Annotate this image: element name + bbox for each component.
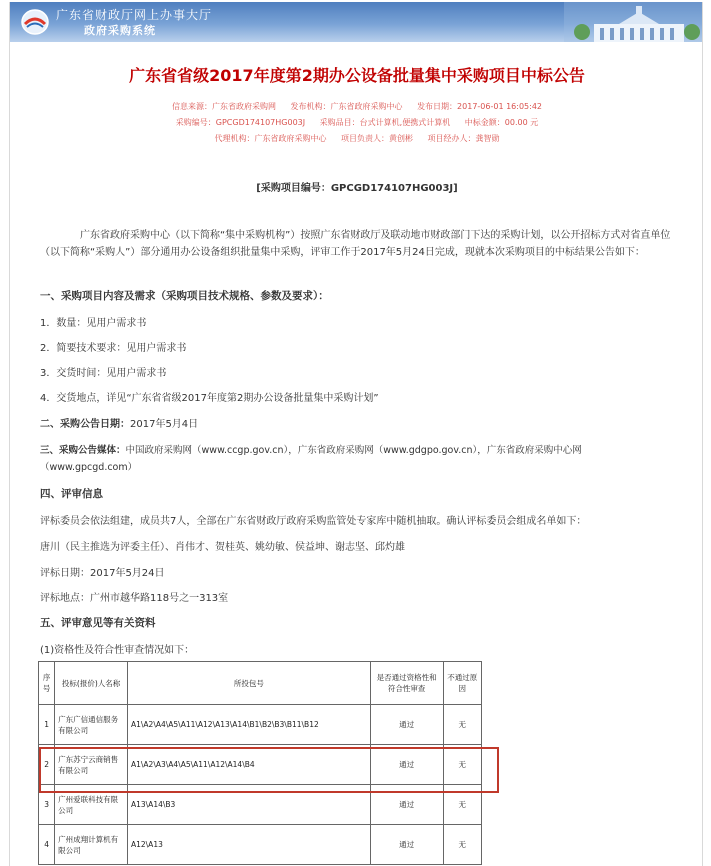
ccgp-link[interactable]: www.ccgp.gov.cn [201,445,284,456]
col-header-bidder: 投标(报价)人名称 [55,662,128,705]
committee-info: 评标委员会依法组建，成员共7人，全部在广东省财政厅政府采购监管处专家库中随机抽取。确认评标委员会组成名单如下： [40,516,587,527]
purchase-category: 采购品目：台式计算机,便携式计算机 [319,118,451,127]
row-num: 4 [39,825,55,865]
row-num: 2 [39,745,55,785]
meta-row-1 [10,101,703,112]
bidder-name: 广东广信通信服务有限公司 [55,705,128,745]
item-quantity: 1．数量：见用户需求书 [40,318,147,329]
fail-reason: 无 [443,825,481,865]
publisher: 发布机构：广东省政府采购中心 [290,102,403,111]
item-tech-requirements: 2．简要技术要求：见用户需求书 [40,343,187,354]
section-3 [40,442,582,456]
pass-status: 通过 [370,745,443,785]
fail-reason: 无 [443,745,481,785]
col-header-pass: 是否通过资格性和符合性审查 [370,662,443,705]
package-list: A1\A2\A3\A4\A5\A11\A12\A14\B4 [127,745,370,785]
pass-status: 通过 [370,785,443,825]
bidder-name: 广州爱联科技有限公司 [55,785,128,825]
finance-logo-icon [20,8,50,36]
table-row [39,705,482,745]
review-place: 评标地点：广州市越华路118号之一313室 [40,593,229,604]
media-paren-open: （ [40,462,50,473]
review-date: 评标日期：2017年5月24日 [40,568,165,579]
package-list: A12\A13 [127,825,370,865]
section-4-heading: 四、评审信息 [40,488,103,500]
meta-row-2 [10,117,703,128]
page-frame [9,2,703,866]
row-num: 1 [39,705,55,745]
section-3-heading: 三、采购公告媒体： [40,445,126,456]
bidder-name: 广州成翔计算机有限公司 [55,825,128,865]
col-header-reason: 不通过原因 [443,662,481,705]
meta-row-3 [10,133,703,144]
table-header-row [39,662,482,705]
gdgpo-link[interactable]: www.gdgpo.gov.cn [383,445,473,456]
section-2 [40,415,198,430]
project-manager: 项目负责人：黄创彬 [341,134,413,143]
col-header-package: 所投包号 [127,662,370,705]
intro-paragraph: 广东省政府采购中心（以下简称“集中采购机构”）按照广东省财政厅及联动地市财政部门下达的采购计划，以公开招标方式对省直单位（以下简称“采购人”）部分通用办公设备组织批量集中采购，评审工作于2017年5月24日完成，现就本次采购项目的中标结果公告如下： [40,230,671,258]
table-row [39,825,482,865]
gpcgd-link[interactable]: www.gpcgd.com [49,462,128,473]
fail-reason: 无 [443,705,481,745]
section-3-line-2 [40,459,137,473]
package-list: A1\A2\A4\A5\A11\A12\A13\A14\B1\B2\B3\B11\B12 [127,705,370,745]
bidder-name: 广东苏宁云商销售有限公司 [55,745,128,785]
pass-status: 通过 [370,825,443,865]
system-name: 广东省财政厅网上办事大厅 [56,8,213,22]
media-text-1: 中国政府采购网（ [125,445,202,456]
announce-date: 2017年5月4日 [130,419,199,430]
package-list: A13\A14\B3 [127,785,370,825]
agency: 代理机构：广东省政府采购中心 [214,134,327,143]
fail-reason: 无 [443,785,481,825]
section-1-heading: 一、采购项目内容及需求（采购项目技术规格、参数及要求）： [40,290,329,302]
system-subname: 政府采购系统 [84,24,156,37]
section-5-heading: 五、评审意见等有关资料 [40,617,156,629]
item-delivery-time: 3．交货时间：见用户需求书 [40,368,167,379]
building-icon [564,2,703,42]
notice-title: 广东省省级2017年度第2期办公设备批量集中采购项目中标公告 [129,66,585,85]
project-handler: 项目经办人：龚智勋 [427,134,500,143]
purchase-code: 采购编号：GPCGD174107HG003J [175,118,306,127]
info-source: 信息来源：广东省政府采购网 [171,102,276,111]
item-delivery-place: 4．交货地点，详见“广东省省级2017年度第2期办公设备批量集中采购计划” [40,393,379,404]
col-header-num: 序号 [39,662,55,705]
highlight-box [39,747,499,793]
media-paren-close: ） [127,462,138,473]
pass-status: 通过 [370,705,443,745]
publish-date: 发布日期：2017-06-01 16:05:42 [417,102,543,111]
media-text-3: ），广东省政府采购中心网 [472,445,582,456]
project-code: [采购项目编号：GPCGD174107HG003J] [256,183,458,194]
award-amount: 中标金额：00.00 元 [464,118,539,127]
media-text-2: ），广东省政府采购网（ [283,445,384,456]
committee-members: 唐川（民主推选为评委主任）、肖伟才、贺桂英、姚幼敏、侯益坤、谢志坚、邱灼雄 [40,542,405,553]
row-num: 3 [39,785,55,825]
qualification-subheading: (1)资格性及符合性审查情况如下： [40,645,195,656]
section-2-heading: 二、采购公告日期： [40,419,130,430]
header-banner [10,2,703,42]
